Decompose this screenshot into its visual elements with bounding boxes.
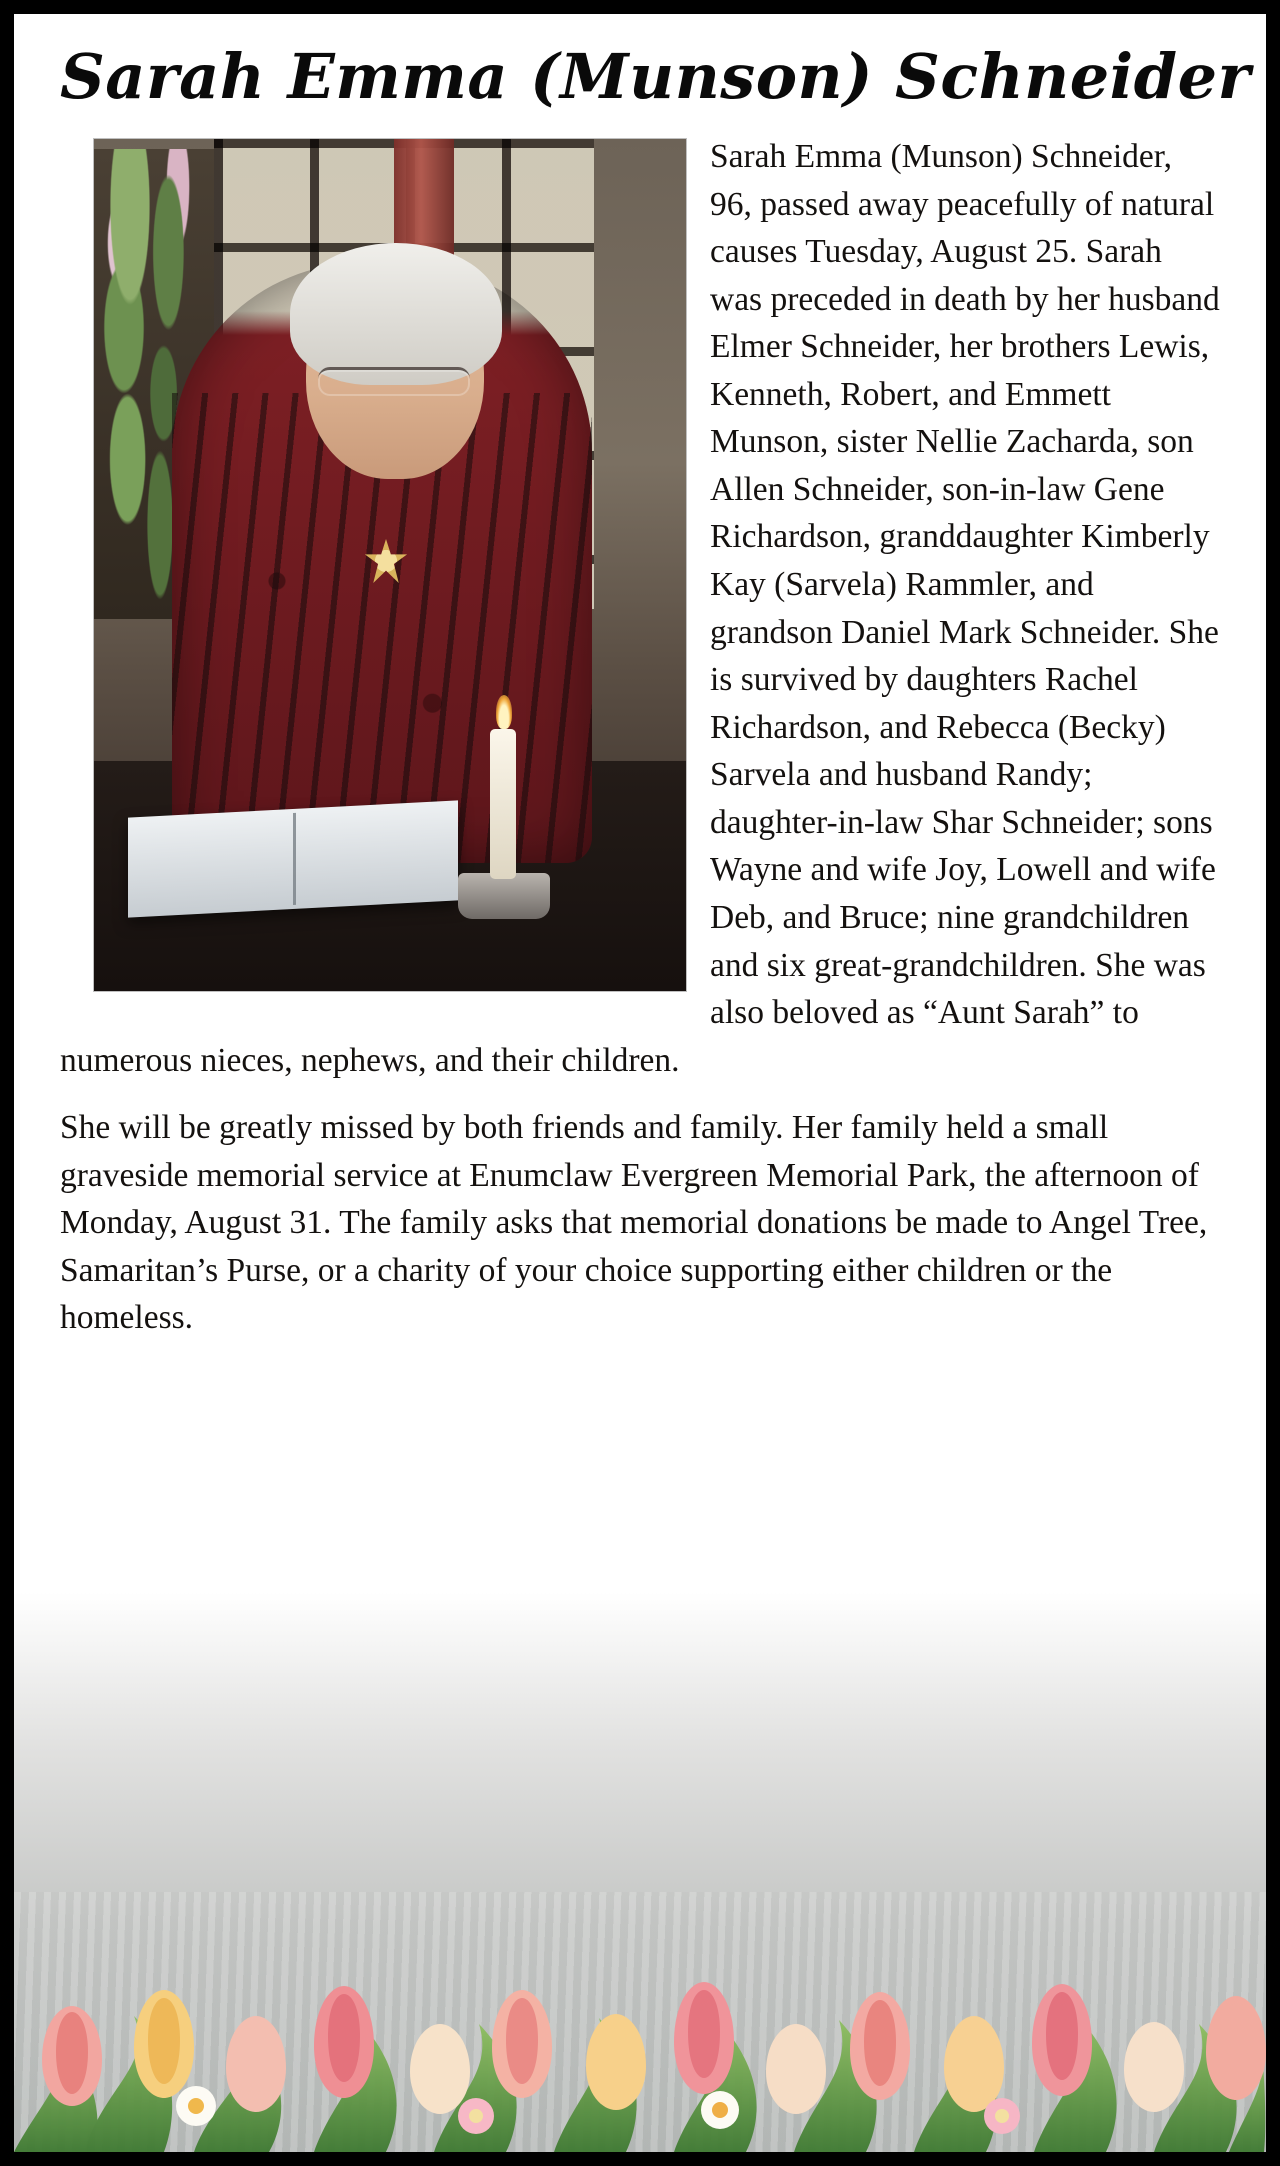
- tulip-flower-border-icon: [14, 1956, 1266, 2152]
- open-book-shape: [128, 800, 458, 917]
- lead-block: [60, 133, 1220, 1084]
- candle-shape: [490, 729, 516, 879]
- background-wash: [14, 1592, 1266, 2152]
- page-title: Sarah Emma (Munson) Schneider: [60, 40, 1251, 113]
- candle-flame-icon: [496, 695, 512, 729]
- obituary-paragraph-2: She will be greatly missed by both friends and family. Her family held a small graveside memorial service at Enumclaw Evergreen Memorial Park, the afternoon of Monday, August 31. The family asks that memorial donations be made to Angel Tree, Samaritan’s Purse, or a charity of your choice supporting either children or the homeless.: [60, 1109, 1208, 1337]
- obituary-paragraph-1: Sarah Emma (Munson) Schneider, 96, passed away peacefully of natural causes Tuesday, August 25. Sarah was preceded in death by her husband Elmer Schneider, her brothers Lewis, Kenneth, Robert, and Emmett Munson, sister Nellie Zacharda, son Allen Schneider, son-in-law Gene Richardson, granddaughter Kimberly Kay (Sarvela) Rammler, and grandson Daniel Mark Schneider. She is survived by daughters Rachel Richardson, and Rebecca (Becky) Sarvela and husband Randy; daughter-in-law Shar Schneider; sons Wayne and wife Joy, Lowell and wife Deb, and Bruce; nine grandchildren and six great-grandchildren. She was also beloved as “Aunt Sarah” to numerous nieces, nephews, and their children.: [60, 137, 1220, 1079]
- body-text: [60, 1104, 1220, 1342]
- person-hair: [290, 243, 502, 385]
- glasses-icon: [318, 367, 470, 396]
- portrait-photo: [94, 139, 686, 991]
- candle-holder-shape: [458, 873, 550, 919]
